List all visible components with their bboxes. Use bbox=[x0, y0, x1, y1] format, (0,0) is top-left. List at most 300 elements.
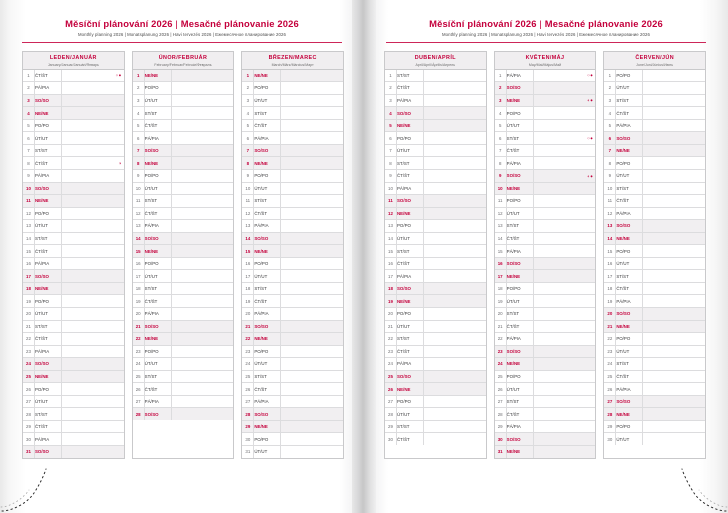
day-row[interactable] bbox=[133, 107, 234, 120]
note-field[interactable] bbox=[62, 119, 124, 132]
note-field[interactable] bbox=[643, 433, 705, 445]
note-field[interactable] bbox=[171, 383, 233, 396]
note-field[interactable] bbox=[281, 320, 343, 333]
note-field[interactable] bbox=[171, 132, 233, 145]
note-field[interactable] bbox=[171, 307, 233, 320]
note-field[interactable] bbox=[424, 182, 486, 195]
day-row[interactable] bbox=[385, 307, 486, 320]
note-field[interactable] bbox=[281, 82, 343, 95]
note-field[interactable] bbox=[171, 207, 233, 220]
note-field[interactable] bbox=[171, 395, 233, 408]
note-field[interactable] bbox=[62, 157, 124, 170]
day-row[interactable] bbox=[385, 157, 486, 170]
day-row[interactable] bbox=[495, 395, 596, 408]
day-row[interactable] bbox=[242, 169, 343, 182]
note-field[interactable] bbox=[643, 169, 705, 182]
note-field[interactable] bbox=[62, 70, 124, 82]
day-row[interactable] bbox=[242, 295, 343, 308]
day-row[interactable] bbox=[133, 157, 234, 170]
day-row[interactable] bbox=[23, 195, 124, 208]
day-row[interactable] bbox=[242, 144, 343, 157]
note-field[interactable] bbox=[424, 220, 486, 233]
day-row[interactable] bbox=[604, 232, 705, 245]
note-field[interactable] bbox=[281, 370, 343, 383]
note-field[interactable] bbox=[533, 207, 595, 220]
day-row[interactable] bbox=[133, 94, 234, 107]
note-field[interactable] bbox=[281, 333, 343, 346]
day-row[interactable] bbox=[604, 182, 705, 195]
day-row[interactable] bbox=[242, 320, 343, 333]
day-row[interactable] bbox=[604, 358, 705, 371]
note-field[interactable] bbox=[62, 282, 124, 295]
note-field[interactable] bbox=[643, 320, 705, 333]
day-row[interactable] bbox=[385, 107, 486, 120]
note-field[interactable] bbox=[62, 420, 124, 433]
day-row[interactable] bbox=[495, 345, 596, 358]
note-field[interactable] bbox=[533, 270, 595, 283]
day-row[interactable] bbox=[495, 433, 596, 446]
note-field[interactable] bbox=[533, 157, 595, 170]
day-row[interactable] bbox=[495, 70, 596, 82]
day-row[interactable] bbox=[133, 182, 234, 195]
day-row[interactable] bbox=[495, 132, 596, 145]
day-row[interactable] bbox=[495, 119, 596, 132]
day-row[interactable] bbox=[242, 82, 343, 95]
note-field[interactable] bbox=[643, 383, 705, 396]
note-field[interactable] bbox=[281, 107, 343, 120]
note-field[interactable] bbox=[533, 107, 595, 120]
day-row[interactable] bbox=[133, 257, 234, 270]
note-field[interactable] bbox=[533, 144, 595, 157]
day-row[interactable] bbox=[23, 232, 124, 245]
day-row[interactable] bbox=[242, 232, 343, 245]
note-field[interactable] bbox=[424, 320, 486, 333]
day-row[interactable] bbox=[495, 295, 596, 308]
day-row[interactable] bbox=[604, 270, 705, 283]
day-row[interactable] bbox=[495, 245, 596, 258]
note-field[interactable] bbox=[281, 345, 343, 358]
note-field[interactable] bbox=[533, 333, 595, 346]
note-field[interactable] bbox=[171, 320, 233, 333]
note-field[interactable] bbox=[281, 207, 343, 220]
day-row[interactable] bbox=[242, 408, 343, 421]
note-field[interactable] bbox=[424, 157, 486, 170]
day-row[interactable] bbox=[23, 395, 124, 408]
note-field[interactable] bbox=[424, 270, 486, 283]
day-row[interactable] bbox=[133, 282, 234, 295]
note-field[interactable] bbox=[424, 232, 486, 245]
day-row[interactable] bbox=[242, 282, 343, 295]
note-field[interactable] bbox=[62, 182, 124, 195]
day-row[interactable] bbox=[23, 70, 124, 82]
note-field[interactable] bbox=[643, 345, 705, 358]
note-field[interactable] bbox=[424, 169, 486, 182]
note-field[interactable] bbox=[171, 107, 233, 120]
day-row[interactable] bbox=[23, 333, 124, 346]
day-row[interactable] bbox=[495, 320, 596, 333]
day-row[interactable] bbox=[242, 132, 343, 145]
day-row[interactable] bbox=[604, 207, 705, 220]
note-field[interactable] bbox=[533, 370, 595, 383]
day-row[interactable] bbox=[242, 107, 343, 120]
note-field[interactable] bbox=[643, 408, 705, 421]
day-row[interactable] bbox=[495, 257, 596, 270]
day-row[interactable] bbox=[385, 333, 486, 346]
day-row[interactable] bbox=[604, 395, 705, 408]
note-field[interactable] bbox=[281, 395, 343, 408]
note-field[interactable] bbox=[62, 94, 124, 107]
note-field[interactable] bbox=[424, 195, 486, 208]
note-field[interactable] bbox=[533, 119, 595, 132]
day-row[interactable] bbox=[133, 70, 234, 82]
day-row[interactable] bbox=[604, 94, 705, 107]
note-field[interactable] bbox=[281, 157, 343, 170]
day-row[interactable] bbox=[242, 157, 343, 170]
day-row[interactable] bbox=[604, 383, 705, 396]
day-row[interactable] bbox=[242, 307, 343, 320]
day-row[interactable] bbox=[385, 358, 486, 371]
note-field[interactable] bbox=[62, 370, 124, 383]
day-row[interactable] bbox=[242, 433, 343, 446]
day-row[interactable] bbox=[133, 307, 234, 320]
note-field[interactable] bbox=[171, 220, 233, 233]
note-field[interactable] bbox=[533, 94, 595, 107]
day-row[interactable] bbox=[133, 395, 234, 408]
day-row[interactable] bbox=[242, 220, 343, 233]
note-field[interactable] bbox=[281, 169, 343, 182]
day-row[interactable] bbox=[133, 169, 234, 182]
day-row[interactable] bbox=[604, 345, 705, 358]
day-row[interactable] bbox=[133, 295, 234, 308]
day-row[interactable] bbox=[385, 270, 486, 283]
day-row[interactable] bbox=[23, 144, 124, 157]
note-field[interactable] bbox=[643, 182, 705, 195]
day-row[interactable] bbox=[495, 333, 596, 346]
day-row[interactable] bbox=[242, 395, 343, 408]
note-field[interactable] bbox=[643, 107, 705, 120]
note-field[interactable] bbox=[424, 94, 486, 107]
note-field[interactable] bbox=[62, 195, 124, 208]
day-row[interactable] bbox=[385, 182, 486, 195]
day-row[interactable] bbox=[133, 270, 234, 283]
note-field[interactable] bbox=[643, 295, 705, 308]
day-row[interactable] bbox=[23, 282, 124, 295]
day-row[interactable] bbox=[23, 446, 124, 458]
note-field[interactable] bbox=[424, 245, 486, 258]
day-row[interactable] bbox=[604, 107, 705, 120]
note-field[interactable] bbox=[643, 195, 705, 208]
day-row[interactable] bbox=[133, 232, 234, 245]
day-row[interactable] bbox=[385, 345, 486, 358]
day-row[interactable] bbox=[385, 370, 486, 383]
day-row[interactable] bbox=[385, 282, 486, 295]
note-field[interactable] bbox=[62, 232, 124, 245]
day-row[interactable] bbox=[133, 220, 234, 233]
note-field[interactable] bbox=[643, 358, 705, 371]
note-field[interactable] bbox=[171, 358, 233, 371]
note-field[interactable] bbox=[62, 345, 124, 358]
note-field[interactable] bbox=[424, 257, 486, 270]
note-field[interactable] bbox=[533, 195, 595, 208]
day-row[interactable] bbox=[385, 195, 486, 208]
note-field[interactable] bbox=[281, 119, 343, 132]
note-field[interactable] bbox=[643, 232, 705, 245]
day-row[interactable] bbox=[23, 182, 124, 195]
day-row[interactable] bbox=[385, 132, 486, 145]
note-field[interactable] bbox=[62, 107, 124, 120]
note-field[interactable] bbox=[281, 270, 343, 283]
note-field[interactable] bbox=[171, 270, 233, 283]
note-field[interactable] bbox=[643, 94, 705, 107]
day-row[interactable] bbox=[495, 107, 596, 120]
note-field[interactable] bbox=[171, 119, 233, 132]
day-row[interactable] bbox=[495, 307, 596, 320]
note-field[interactable] bbox=[62, 433, 124, 446]
note-field[interactable] bbox=[533, 420, 595, 433]
note-field[interactable] bbox=[171, 94, 233, 107]
note-field[interactable] bbox=[643, 270, 705, 283]
day-row[interactable] bbox=[604, 307, 705, 320]
note-field[interactable] bbox=[281, 358, 343, 371]
day-row[interactable] bbox=[133, 333, 234, 346]
day-row[interactable] bbox=[23, 132, 124, 145]
note-field[interactable] bbox=[62, 383, 124, 396]
note-field[interactable] bbox=[62, 82, 124, 95]
day-row[interactable] bbox=[495, 282, 596, 295]
day-row[interactable] bbox=[604, 157, 705, 170]
day-row[interactable] bbox=[242, 446, 343, 458]
note-field[interactable] bbox=[643, 144, 705, 157]
day-row[interactable] bbox=[495, 195, 596, 208]
note-field[interactable] bbox=[533, 320, 595, 333]
note-field[interactable] bbox=[424, 358, 486, 371]
note-field[interactable] bbox=[171, 333, 233, 346]
note-field[interactable] bbox=[643, 220, 705, 233]
note-field[interactable] bbox=[643, 119, 705, 132]
day-row[interactable] bbox=[23, 220, 124, 233]
note-field[interactable] bbox=[533, 408, 595, 421]
note-field[interactable] bbox=[643, 395, 705, 408]
day-row[interactable] bbox=[604, 195, 705, 208]
day-row[interactable] bbox=[133, 345, 234, 358]
note-field[interactable] bbox=[424, 395, 486, 408]
note-field[interactable] bbox=[533, 295, 595, 308]
day-row[interactable] bbox=[242, 245, 343, 258]
note-field[interactable] bbox=[62, 207, 124, 220]
note-field[interactable] bbox=[533, 433, 595, 446]
note-field[interactable] bbox=[171, 345, 233, 358]
note-field[interactable] bbox=[281, 232, 343, 245]
note-field[interactable] bbox=[171, 169, 233, 182]
day-row[interactable] bbox=[604, 420, 705, 433]
day-row[interactable] bbox=[385, 82, 486, 95]
note-field[interactable] bbox=[424, 345, 486, 358]
day-row[interactable] bbox=[385, 295, 486, 308]
day-row[interactable] bbox=[495, 82, 596, 95]
note-field[interactable] bbox=[643, 333, 705, 346]
day-row[interactable] bbox=[385, 257, 486, 270]
note-field[interactable] bbox=[643, 420, 705, 433]
day-row[interactable] bbox=[242, 70, 343, 82]
note-field[interactable] bbox=[424, 70, 486, 82]
note-field[interactable] bbox=[424, 383, 486, 396]
note-field[interactable] bbox=[643, 82, 705, 95]
note-field[interactable] bbox=[62, 320, 124, 333]
note-field[interactable] bbox=[171, 295, 233, 308]
note-field[interactable] bbox=[533, 132, 595, 145]
note-field[interactable] bbox=[424, 420, 486, 433]
day-row[interactable] bbox=[385, 245, 486, 258]
day-row[interactable] bbox=[385, 232, 486, 245]
note-field[interactable] bbox=[424, 433, 486, 445]
note-field[interactable] bbox=[643, 70, 705, 82]
day-row[interactable] bbox=[385, 320, 486, 333]
note-field[interactable] bbox=[424, 119, 486, 132]
note-field[interactable] bbox=[281, 257, 343, 270]
day-row[interactable] bbox=[385, 433, 486, 445]
day-row[interactable] bbox=[242, 182, 343, 195]
note-field[interactable] bbox=[281, 132, 343, 145]
day-row[interactable] bbox=[242, 345, 343, 358]
note-field[interactable] bbox=[62, 307, 124, 320]
note-field[interactable] bbox=[533, 383, 595, 396]
day-row[interactable] bbox=[604, 70, 705, 82]
note-field[interactable] bbox=[281, 383, 343, 396]
note-field[interactable] bbox=[533, 82, 595, 95]
note-field[interactable] bbox=[62, 395, 124, 408]
note-field[interactable] bbox=[424, 207, 486, 220]
day-row[interactable] bbox=[385, 420, 486, 433]
note-field[interactable] bbox=[533, 307, 595, 320]
day-row[interactable] bbox=[495, 270, 596, 283]
note-field[interactable] bbox=[62, 220, 124, 233]
note-field[interactable] bbox=[62, 144, 124, 157]
day-row[interactable] bbox=[495, 232, 596, 245]
note-field[interactable] bbox=[643, 307, 705, 320]
day-row[interactable] bbox=[604, 295, 705, 308]
day-row[interactable] bbox=[385, 207, 486, 220]
day-row[interactable] bbox=[495, 169, 596, 182]
day-row[interactable] bbox=[133, 383, 234, 396]
day-row[interactable] bbox=[604, 282, 705, 295]
day-row[interactable] bbox=[385, 169, 486, 182]
day-row[interactable] bbox=[242, 94, 343, 107]
day-row[interactable] bbox=[604, 257, 705, 270]
day-row[interactable] bbox=[133, 132, 234, 145]
day-row[interactable] bbox=[385, 220, 486, 233]
day-row[interactable] bbox=[604, 220, 705, 233]
day-row[interactable] bbox=[23, 370, 124, 383]
day-row[interactable] bbox=[604, 370, 705, 383]
note-field[interactable] bbox=[171, 70, 233, 82]
note-field[interactable] bbox=[424, 333, 486, 346]
day-row[interactable] bbox=[133, 370, 234, 383]
day-row[interactable] bbox=[242, 119, 343, 132]
note-field[interactable] bbox=[171, 232, 233, 245]
day-row[interactable] bbox=[242, 383, 343, 396]
note-field[interactable] bbox=[171, 195, 233, 208]
note-field[interactable] bbox=[62, 408, 124, 421]
note-field[interactable] bbox=[171, 157, 233, 170]
day-row[interactable] bbox=[23, 119, 124, 132]
note-field[interactable] bbox=[281, 446, 343, 458]
note-field[interactable] bbox=[281, 94, 343, 107]
note-field[interactable] bbox=[643, 370, 705, 383]
note-field[interactable] bbox=[424, 107, 486, 120]
note-field[interactable] bbox=[281, 433, 343, 446]
day-row[interactable] bbox=[385, 94, 486, 107]
note-field[interactable] bbox=[171, 408, 233, 420]
day-row[interactable] bbox=[604, 320, 705, 333]
day-row[interactable] bbox=[23, 82, 124, 95]
note-field[interactable] bbox=[643, 207, 705, 220]
day-row[interactable] bbox=[604, 433, 705, 445]
day-row[interactable] bbox=[133, 207, 234, 220]
day-row[interactable] bbox=[385, 144, 486, 157]
day-row[interactable] bbox=[604, 119, 705, 132]
note-field[interactable] bbox=[533, 169, 595, 182]
day-row[interactable] bbox=[23, 207, 124, 220]
day-row[interactable] bbox=[23, 383, 124, 396]
note-field[interactable] bbox=[424, 295, 486, 308]
note-field[interactable] bbox=[533, 245, 595, 258]
day-row[interactable] bbox=[23, 157, 124, 170]
day-row[interactable] bbox=[385, 119, 486, 132]
note-field[interactable] bbox=[533, 257, 595, 270]
note-field[interactable] bbox=[424, 408, 486, 421]
day-row[interactable] bbox=[385, 70, 486, 82]
day-row[interactable] bbox=[242, 207, 343, 220]
day-row[interactable] bbox=[495, 383, 596, 396]
note-field[interactable] bbox=[643, 257, 705, 270]
day-row[interactable] bbox=[242, 370, 343, 383]
note-field[interactable] bbox=[281, 295, 343, 308]
note-field[interactable] bbox=[171, 82, 233, 95]
note-field[interactable] bbox=[533, 282, 595, 295]
day-row[interactable] bbox=[385, 383, 486, 396]
note-field[interactable] bbox=[281, 307, 343, 320]
note-field[interactable] bbox=[62, 446, 124, 458]
day-row[interactable] bbox=[23, 408, 124, 421]
day-row[interactable] bbox=[133, 82, 234, 95]
note-field[interactable] bbox=[533, 232, 595, 245]
note-field[interactable] bbox=[424, 282, 486, 295]
day-row[interactable] bbox=[385, 408, 486, 421]
day-row[interactable] bbox=[604, 408, 705, 421]
day-row[interactable] bbox=[495, 94, 596, 107]
note-field[interactable] bbox=[171, 182, 233, 195]
note-field[interactable] bbox=[281, 195, 343, 208]
note-field[interactable] bbox=[171, 257, 233, 270]
note-field[interactable] bbox=[171, 144, 233, 157]
day-row[interactable] bbox=[495, 358, 596, 371]
day-row[interactable] bbox=[133, 144, 234, 157]
note-field[interactable] bbox=[424, 307, 486, 320]
note-field[interactable] bbox=[643, 157, 705, 170]
day-row[interactable] bbox=[133, 320, 234, 333]
day-row[interactable] bbox=[23, 295, 124, 308]
note-field[interactable] bbox=[533, 358, 595, 371]
day-row[interactable] bbox=[495, 446, 596, 458]
note-field[interactable] bbox=[281, 70, 343, 82]
day-row[interactable] bbox=[133, 119, 234, 132]
note-field[interactable] bbox=[62, 333, 124, 346]
note-field[interactable] bbox=[62, 257, 124, 270]
note-field[interactable] bbox=[643, 282, 705, 295]
note-field[interactable] bbox=[62, 358, 124, 371]
day-row[interactable] bbox=[604, 132, 705, 145]
note-field[interactable] bbox=[62, 169, 124, 182]
